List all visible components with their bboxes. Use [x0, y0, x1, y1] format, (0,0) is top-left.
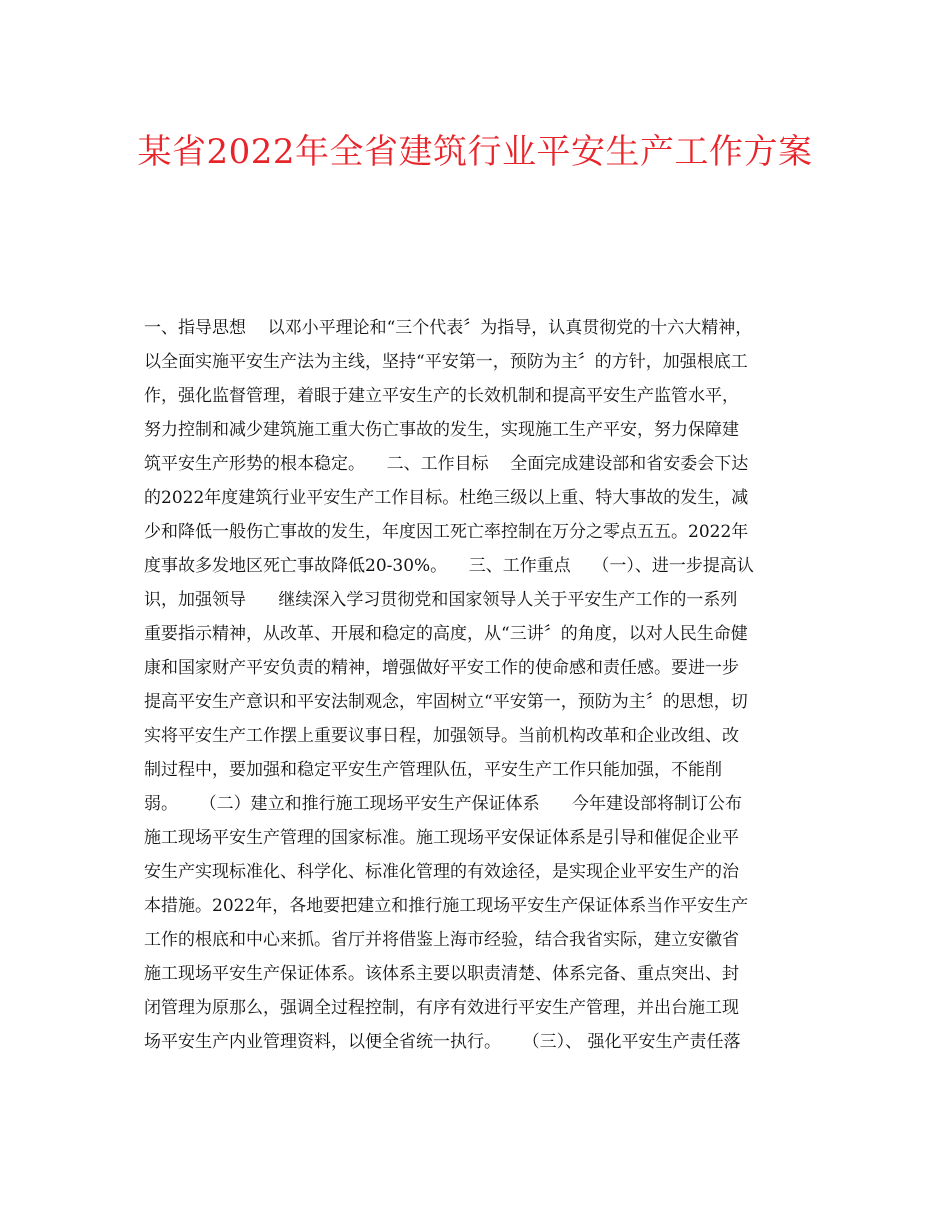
document-body: [144, 311, 806, 1059]
body-line: 制过程中，要加强和稳定平安生产管理队伍，平安生产工作只能加强，不能削: [144, 760, 722, 780]
body-line: 场平安生产内业管理资料，以便全省统一执行。 （三）、 强化平安生产责任落: [144, 1032, 741, 1052]
body-line: 作，强化监督管理，着眼于建立平安生产的长效机制和提高平安生产监管水平，: [144, 386, 739, 406]
body-line: 施工现场平安生产保证体系。该体系主要以职责清楚、体系完备、重点突出、封: [144, 964, 739, 984]
document-title: 某省2022年全省建筑行业平安生产工作方案: [137, 132, 813, 172]
body-line: 度事故多发地区死亡事故降低20-30%。 三、工作重点 （一）、进一步提高认: [144, 556, 754, 576]
body-line: 施工现场平安生产管理的国家标准。施工现场平安保证体系是引导和催促企业平: [144, 828, 739, 848]
body-line: 工作的根底和中心来抓。省厅并将借鉴上海市经验，结合我省实际，建立安徽省: [144, 930, 739, 950]
body-line: 的2022年度建筑行业平安生产工作目标。杜绝三级以上重、特大事故的发生，减: [144, 488, 749, 508]
body-line: 弱。 （二）建立和推行施工现场平安生产保证体系 今年建设部将制订公布: [144, 794, 743, 814]
body-line: 提高平安生产意识和平安法制观念，牢固树立“平安第一，预防为主〞的思想，切: [144, 692, 748, 712]
body-line: 安生产实现标准化、科学化、标准化管理的有效途径，是实现企业平安生产的治: [144, 862, 739, 882]
body-line: 努力控制和减少建筑施工重大伤亡事故的发生，实现施工生产平安，努力保障建: [144, 420, 739, 440]
body-line: 闭管理为原那么，强调全过程控制，有序有效进行平安生产管理，并出台施工现: [144, 998, 739, 1018]
body-line: 康和国家财产平安负责的精神，增强做好平安工作的使命感和责任感。要进一步: [144, 658, 739, 678]
body-line: 重要指示精神，从改革、开展和稳定的高度，从“三讲〞的角度，以对人民生命健: [144, 624, 748, 644]
body-line: 以全面实施平安生产法为主线，坚持“平安第一，预防为主〞的方针，加强根底工: [144, 352, 748, 372]
body-line: 本措施。2022年，各地要把建立和推行施工现场平安生产保证体系当作平安生产: [144, 896, 749, 916]
body-line: 筑平安生产形势的根本稳定。 二、工作目标 全面完成建设部和省安委会下达: [144, 454, 749, 474]
body-line: 实将平安生产工作摆上重要议事日程，加强领导。当前机构改革和企业改组、改: [144, 726, 739, 746]
body-line: 识，加强领导 继续深入学习贯彻党和国家领导人关于平安生产工作的一系列: [144, 590, 738, 610]
body-line: 少和降低一般伤亡事故的发生，年度因工死亡率控制在万分之零点五五。2022年: [144, 522, 749, 542]
body-line: 一、指导思想 以邓小平理论和“三个代表〞为指导，认真贯彻党的十六大精神，: [144, 318, 753, 338]
